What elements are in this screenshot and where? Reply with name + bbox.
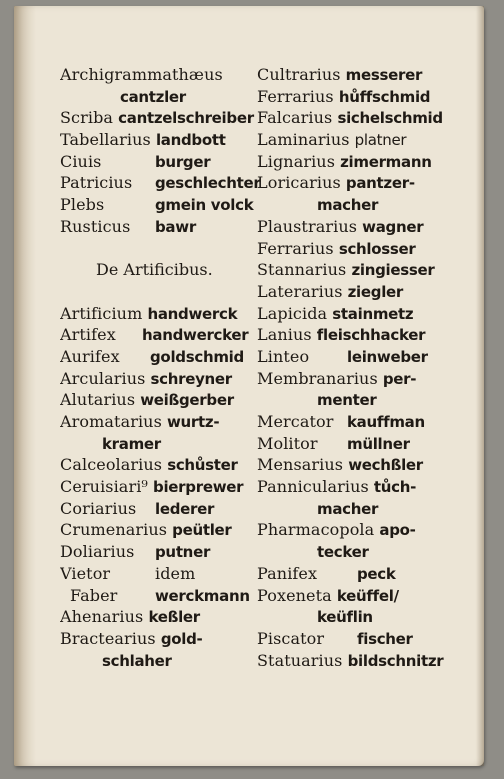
- entry-line: [60, 64, 265, 86]
- entry-line: [60, 411, 265, 433]
- entry-line: [60, 172, 265, 194]
- german-term: schreyner: [150, 369, 232, 388]
- entry-line: [60, 368, 265, 390]
- entry-line: [257, 389, 472, 411]
- latin-term: Laminarius: [257, 130, 350, 150]
- latin-term: Ferrarius: [257, 238, 334, 258]
- german-term: kauffman: [347, 413, 425, 431]
- entry-line: [60, 324, 265, 346]
- latin-term: Ahenarius: [60, 607, 144, 627]
- latin-term: Poxeneta: [257, 585, 332, 605]
- entry-line: [257, 563, 472, 585]
- blank-line: [60, 281, 265, 303]
- german-term: schlaher: [102, 651, 172, 670]
- entry-line: [60, 606, 265, 628]
- entry-line: [257, 151, 472, 173]
- latin-term: Bractearius: [60, 628, 156, 648]
- latin-term: Lanius: [257, 325, 312, 345]
- german-term: müllner: [347, 434, 410, 453]
- entry-line: [60, 194, 265, 216]
- entry-line: [257, 368, 472, 390]
- entry-line: [60, 433, 265, 455]
- latin-term: Doliarius: [60, 542, 135, 562]
- german-term: tůch-: [373, 478, 417, 497]
- latin-term: Crumenarius: [60, 520, 168, 540]
- latin-term: Falcarius: [257, 108, 333, 128]
- german-term: macher: [317, 499, 379, 518]
- latin-term: Pharmacopola: [257, 520, 375, 540]
- entry-line: [60, 454, 265, 476]
- german-term: apo-: [379, 521, 416, 540]
- right-column: [257, 64, 472, 671]
- entry-line: [60, 151, 265, 173]
- entry-line: [60, 585, 265, 607]
- german-term: macher: [317, 196, 379, 215]
- section-heading: [60, 259, 265, 281]
- german-term: leinweber: [347, 347, 428, 366]
- german-term: platner: [354, 131, 407, 150]
- latin-term: Tabellarius: [60, 130, 151, 150]
- entry-line: [60, 86, 265, 108]
- latin-term: Alutarius: [60, 390, 136, 410]
- entry-line: [257, 541, 472, 563]
- entry-line: [257, 628, 472, 650]
- latin-term: Scriba: [60, 108, 114, 128]
- entry-line: [60, 628, 265, 650]
- german-term: peck: [357, 564, 396, 583]
- latin-term: Calceolarius: [60, 455, 163, 475]
- german-term: tecker: [317, 543, 369, 562]
- german-term: messerer: [345, 66, 423, 84]
- entry-line: [60, 476, 265, 498]
- entry-line: [257, 303, 472, 325]
- german-term: cantzler: [120, 87, 186, 106]
- german-term: kramer: [102, 434, 161, 453]
- german-term: menter: [317, 391, 377, 410]
- german-term: gold-: [160, 629, 203, 648]
- german-term: fleischhacker: [316, 326, 426, 345]
- latin-term: Plebs: [60, 195, 105, 215]
- entry-line: [257, 498, 472, 520]
- entry-line: [257, 585, 472, 607]
- entry-line: [257, 519, 472, 541]
- german-term: peütler: [172, 521, 232, 540]
- latin-term: Pannicularius: [257, 477, 369, 497]
- latin-term: Ceruisiari⁹: [60, 477, 148, 497]
- german-term: zingiesser: [351, 261, 435, 280]
- entry-line: [257, 107, 472, 129]
- german-term: gmein volck: [155, 196, 254, 215]
- german-term: goldschmid: [150, 347, 244, 366]
- german-term: pantzer-: [345, 174, 415, 193]
- latin-term: Ciuis: [60, 151, 102, 171]
- latin-term: Linteo: [257, 346, 310, 366]
- german-term: landbott: [155, 131, 226, 150]
- latin-term: Coriarius: [60, 498, 137, 518]
- german-term: stainmetz: [332, 304, 414, 323]
- entry-line: [257, 324, 472, 346]
- latin-term: Laterarius: [257, 281, 343, 301]
- entry-line: [257, 216, 472, 238]
- entry-line: [60, 303, 265, 325]
- latin-term: Lapicida: [257, 303, 328, 323]
- latin-term: Faber: [70, 585, 118, 605]
- entry-line: [257, 606, 472, 628]
- entry-line: [257, 194, 472, 216]
- page-gutter-shadow: [14, 6, 36, 766]
- latin-term: Mensarius: [257, 455, 344, 475]
- german-term: bawr: [155, 217, 196, 236]
- german-term: keßler: [148, 608, 200, 627]
- entry-line: [257, 454, 472, 476]
- latin-term: Archigrammathæus: [60, 65, 223, 84]
- german-term: keüffel/: [336, 586, 399, 605]
- german-term: schůster: [167, 456, 238, 475]
- german-term: bildschnitzr: [347, 651, 444, 670]
- german-term: ziegler: [347, 282, 404, 301]
- latin-term: Loricarius: [257, 173, 341, 193]
- latin-term: Panifex: [257, 563, 318, 583]
- latin-term: Mercator: [257, 412, 334, 431]
- entry-line: [257, 281, 472, 303]
- entry-line: [257, 433, 472, 455]
- entry-line: [60, 563, 265, 585]
- latin-term: Artifex: [60, 325, 116, 345]
- latin-term: Ferrarius: [257, 86, 334, 106]
- entry-line: [257, 129, 472, 151]
- entry-line: [60, 519, 265, 541]
- german-term: wurtz-: [167, 413, 220, 431]
- german-term: cantzelschreiber: [118, 109, 254, 128]
- latin-term: Plaustrarius: [257, 216, 358, 236]
- blank-line: [60, 238, 265, 260]
- latin-term: Rusticus: [60, 216, 131, 236]
- latin-term: Piscator: [257, 628, 325, 648]
- german-term: wechßler: [348, 456, 423, 475]
- latin-term: Patricius: [60, 173, 133, 193]
- entry-line: [60, 389, 265, 411]
- german-term: hůffschmid: [338, 87, 431, 106]
- entry-line: [60, 129, 265, 151]
- latin-term: Vietor: [60, 563, 111, 583]
- entry-line: [60, 346, 265, 368]
- german-term: fischer: [357, 629, 413, 648]
- german-term: wagner: [362, 217, 424, 236]
- german-term: geschlechter: [155, 174, 261, 193]
- entry-line: [60, 216, 265, 238]
- entry-line: [60, 498, 265, 520]
- german-term: zimermann: [340, 152, 432, 171]
- entry-line: [257, 172, 472, 194]
- entry-line: [257, 346, 472, 368]
- entry-line: [257, 238, 472, 260]
- german-term: keüflin: [317, 608, 373, 627]
- entry-line: [60, 541, 265, 563]
- entry-line: [257, 64, 472, 86]
- german-term: idem: [155, 563, 196, 583]
- section-heading-text: De Artificibus.: [96, 260, 213, 280]
- german-term: lederer: [155, 499, 215, 518]
- german-term: schlosser: [338, 239, 416, 258]
- latin-term: Aurifex: [60, 346, 120, 366]
- page-edge-shadow: [476, 6, 484, 766]
- latin-term: Statuarius: [257, 650, 343, 670]
- german-term: weißgerber: [140, 391, 234, 410]
- latin-term: Stannarius: [257, 260, 347, 280]
- entry-line: [257, 259, 472, 281]
- entry-line: [60, 107, 265, 129]
- entry-line: [257, 650, 472, 672]
- german-term: bierprewer: [153, 478, 244, 497]
- german-term: handwercker: [142, 326, 249, 345]
- german-term: putner: [155, 543, 211, 562]
- latin-term: Cultrarius: [257, 65, 341, 84]
- latin-term: Lignarius: [257, 151, 336, 171]
- german-term: burger: [155, 152, 211, 171]
- left-column: [60, 64, 265, 671]
- latin-term: Aromatarius: [60, 412, 162, 431]
- book-page: [14, 6, 484, 766]
- german-term: handwerck: [147, 304, 238, 323]
- german-term: per-: [382, 369, 417, 388]
- latin-term: Arcularius: [60, 368, 146, 388]
- german-term: sichelschmid: [337, 109, 443, 128]
- entry-line: [60, 650, 265, 672]
- entry-line: [257, 411, 472, 433]
- latin-term: Molitor: [257, 433, 318, 453]
- german-term: werckmann: [155, 586, 250, 605]
- latin-term: Membranarius: [257, 368, 378, 388]
- entry-line: [257, 86, 472, 108]
- latin-term: Artificium: [60, 303, 143, 323]
- entry-line: [257, 476, 472, 498]
